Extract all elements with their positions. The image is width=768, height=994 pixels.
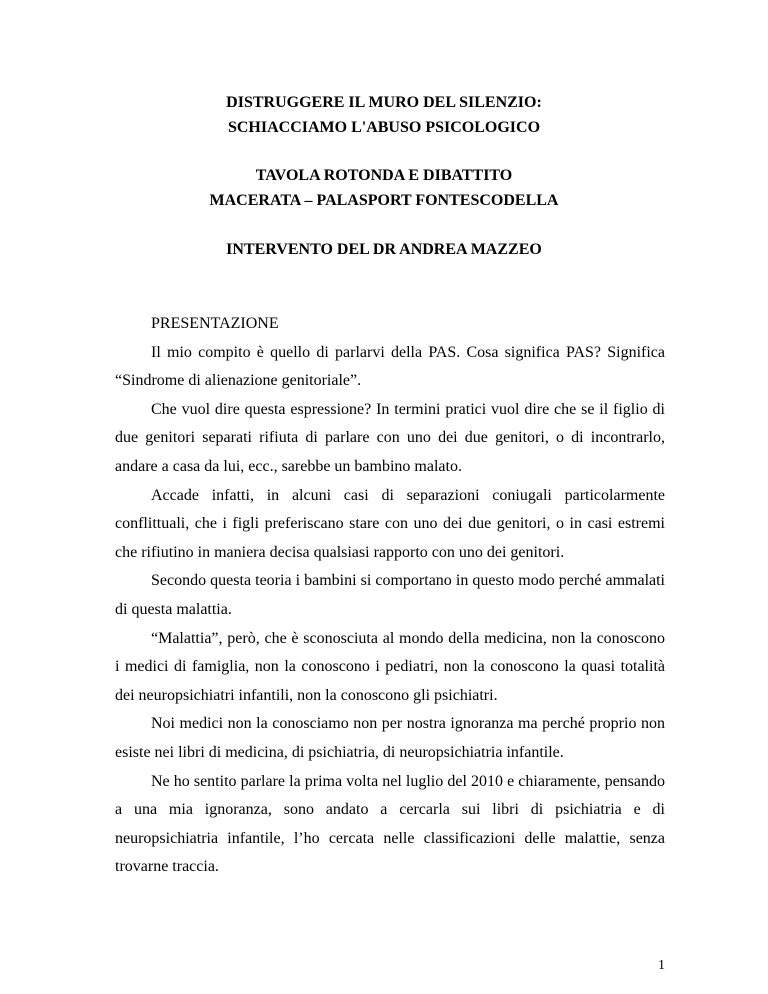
event-line-2: MACERATA – PALASPORT FONTESCODELLA: [209, 192, 559, 209]
page-number: 1: [658, 958, 665, 973]
title-line-2: SCHIACCIAMO L'ABUSO PSICOLOGICO: [227, 119, 541, 136]
paragraph: Il mio compito è quello di parlarvi della PAS. Cosa significa PAS? Significa “Sindrome di alienazione genitoriale”.: [115, 343, 665, 390]
event-line-1: TAVOLA ROTONDA E DIBATTITO: [255, 167, 513, 184]
paragraph: Che vuol dire questa espressione? In termini pratici vuol dire che se il figlio di due genitori separati rifiuta di parlare con uno dei due genitori, o di incontrarlo, andare a casa da lui, ecc., sarebbe un bambino malato.: [115, 400, 665, 475]
paragraph: Secondo questa teoria i bambini si comportano in questo modo perché ammalati di questa malattia.: [115, 572, 665, 618]
body-text: [115, 310, 665, 882]
paragraph: Accade infatti, in alcuni casi di separazioni coniugali particolarmente conflittuali, che i figli preferiscano stare con uno dei due genitori, o in casi estremi che rifiutino in maniera decisa qualsiasi rapporto con uno dei genitori.: [115, 486, 665, 561]
section-label: PRESENTAZIONE: [151, 315, 279, 332]
paragraph: “Malattia”, però, che è sconosciuta al mondo della medicina, non la conoscono i medici di famiglia, non la conoscono i pediatri, non la conoscono la quasi totalità dei neuropsichiatri infantili, non la conoscono gli psichiatri.: [115, 629, 665, 704]
speaker-line: INTERVENTO DEL DR ANDREA MAZZEO: [226, 241, 542, 258]
paragraph: Noi medici non la conosciamo non per nostra ignoranza ma perché proprio non esiste nei libri di medicina, di psichiatria, di neuropsichiatria infantile.: [115, 715, 665, 761]
title-line-1: DISTRUGGERE IL MURO DEL SILENZIO:: [226, 94, 542, 111]
paragraph: Ne ho sentito parlare la prima volta nel luglio del 2010 e chiaramente, pensando a una mia ignoranza, sono andato a cercarla sui libri di psichiatria e di neuropsichiatria infantile, l’ho cercata nelle classificazioni delle malattie, senza trovarne traccia.: [115, 772, 665, 876]
